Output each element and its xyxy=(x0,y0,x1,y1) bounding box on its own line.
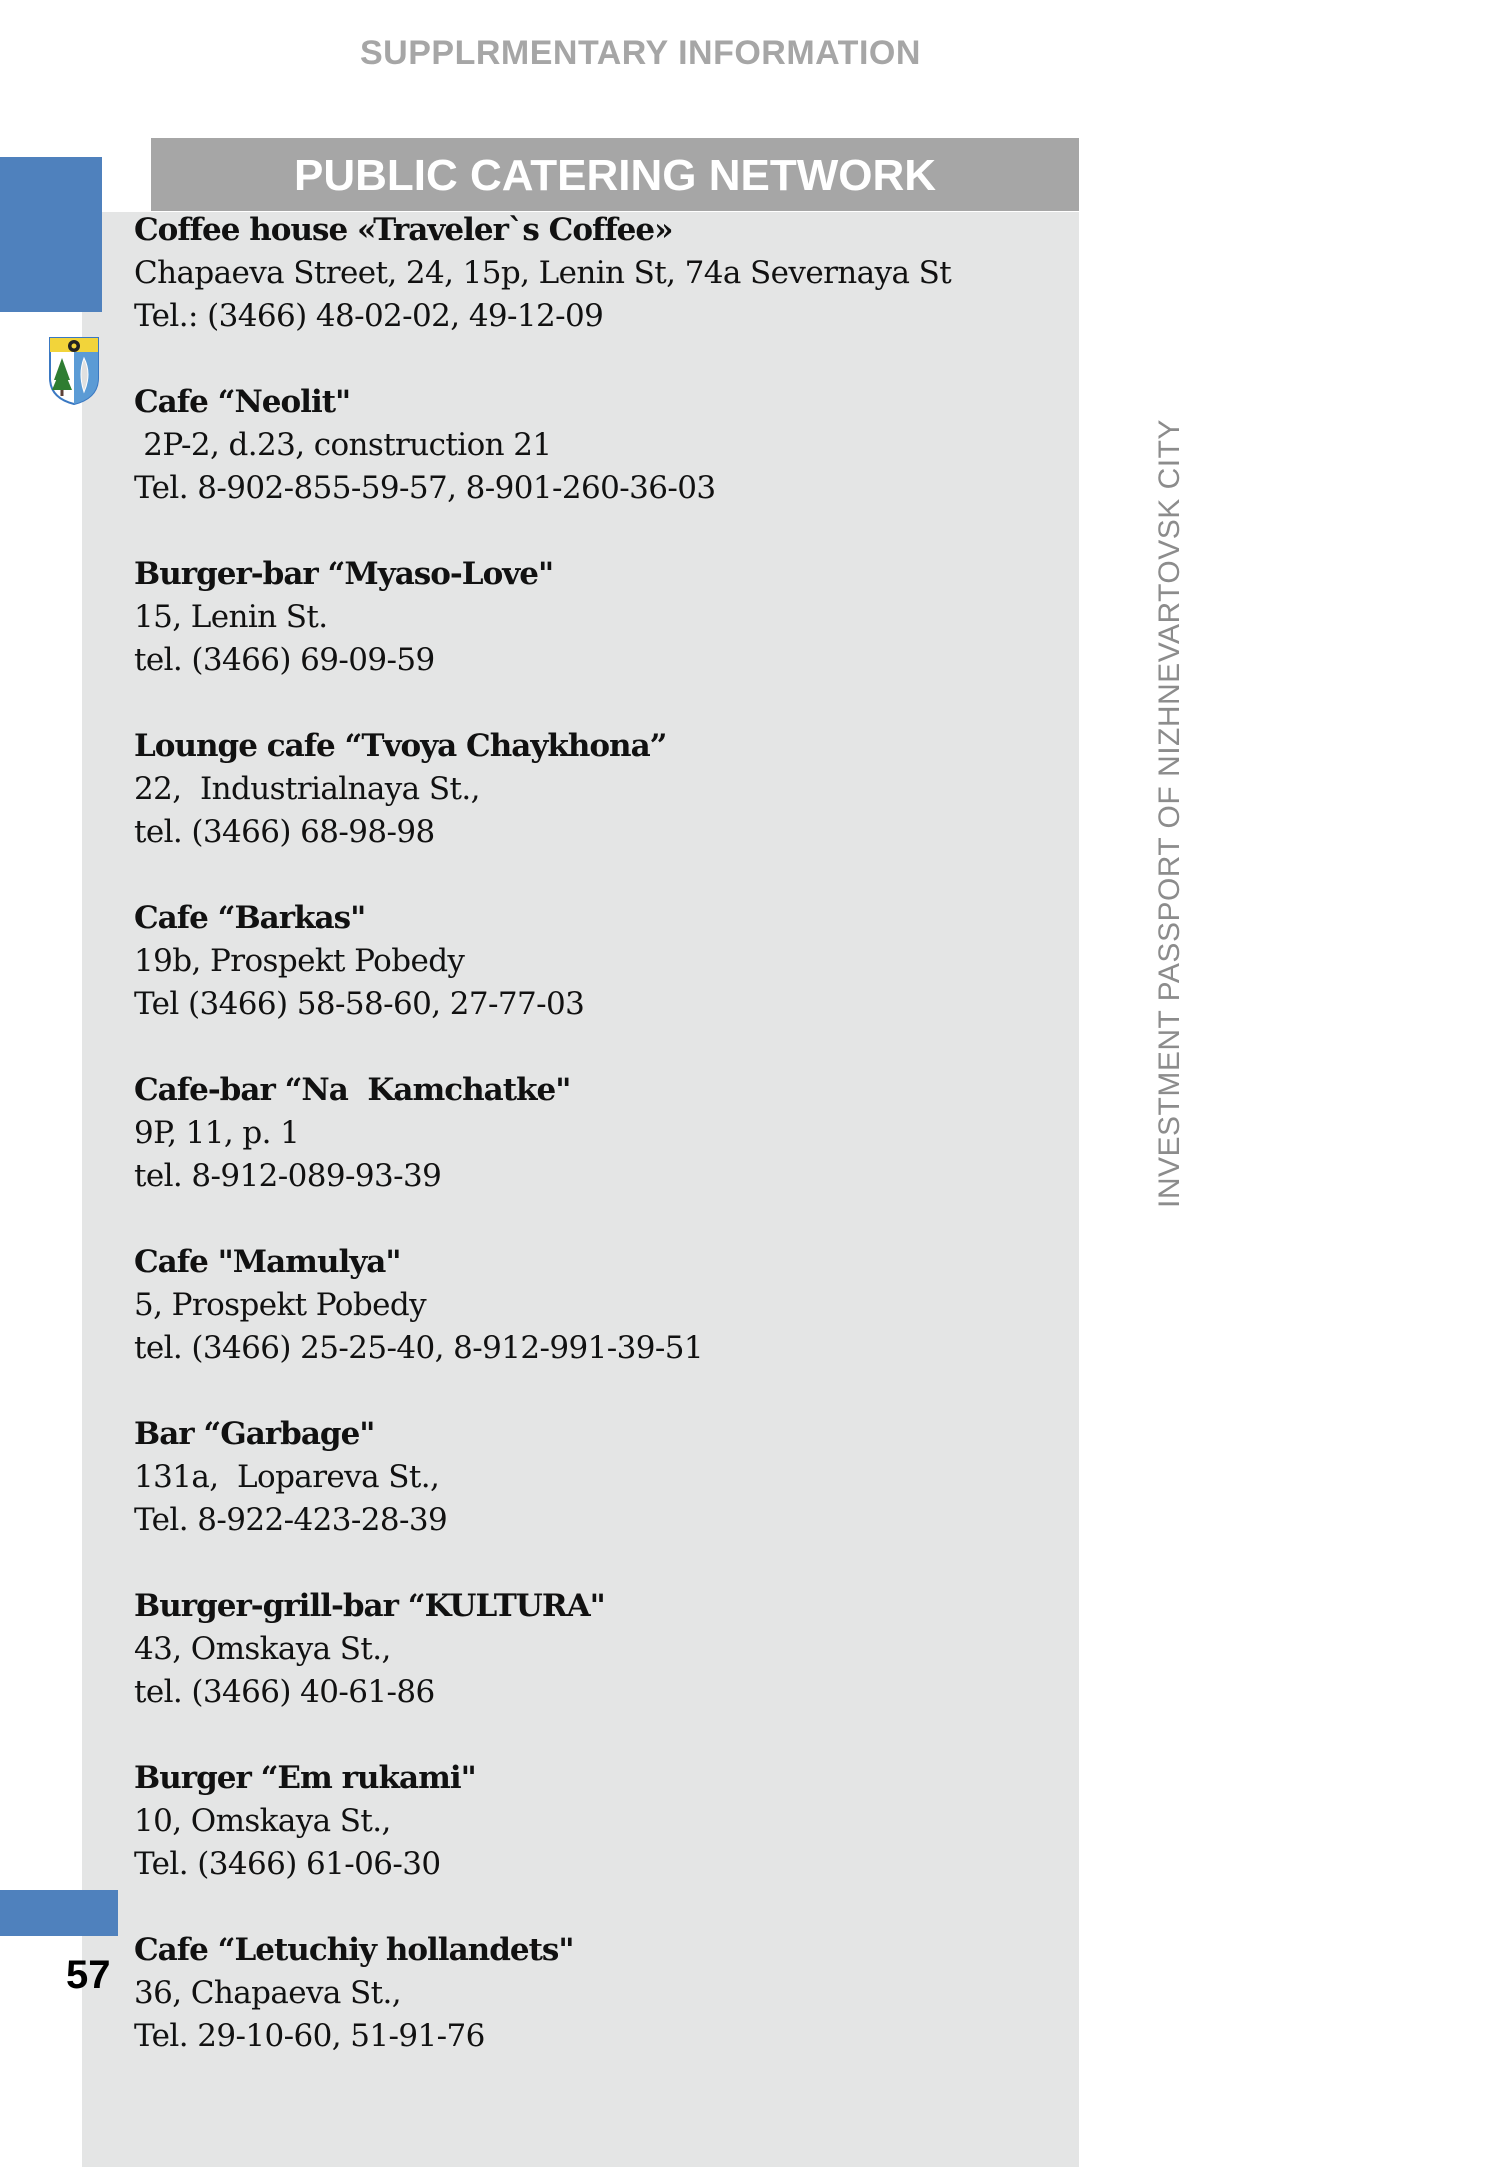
venue-name: Bar “Garbage" xyxy=(134,1416,375,1452)
venue-address: 131a, Lopareva St., xyxy=(134,1459,440,1495)
list-item xyxy=(134,1929,1064,2058)
list-item xyxy=(134,553,1064,682)
list-item xyxy=(134,1757,1064,1886)
city-coat-of-arms-icon xyxy=(48,336,100,406)
side-caption: INVESTMENT PASSPORT OF NIZHNEVARTOVSK CITY xyxy=(1153,419,1186,1208)
venue-phone: tel. (3466) 25-25-40, 8-912-991-39-51 xyxy=(134,1330,704,1366)
venue-address: 5, Prospekt Pobedy xyxy=(134,1287,426,1323)
venue-phone: Tel. (3466) 61-06-30 xyxy=(134,1846,441,1882)
title-band xyxy=(151,138,1079,211)
catering-listing xyxy=(134,209,1064,2101)
venue-phone: tel. (3466) 68-98-98 xyxy=(134,814,435,850)
venue-address: 2P-2, d.23, construction 21 xyxy=(134,427,552,463)
list-item xyxy=(134,209,1064,338)
venue-phone: Tel. 8-902-855-59-57, 8-901-260-36-03 xyxy=(134,470,716,506)
venue-name: Burger “Em rukami" xyxy=(134,1760,476,1796)
venue-name: Cafe “Barkas" xyxy=(134,900,366,936)
list-item xyxy=(134,725,1064,854)
venue-phone: Tel.: (3466) 48-02-02, 49-12-09 xyxy=(134,298,604,334)
list-item xyxy=(134,1241,1064,1370)
page-number: 57 xyxy=(66,1953,111,1997)
section-header: SUPPLRMENTARY INFORMATION xyxy=(360,34,921,72)
venue-address: 43, Omskaya St., xyxy=(134,1631,391,1667)
venue-phone: Tel. 29-10-60, 51-91-76 xyxy=(134,2018,485,2054)
venue-name: Burger-bar “Myaso-Love" xyxy=(134,556,554,592)
blue-tab-bottom xyxy=(0,1890,118,1936)
venue-phone: tel. (3466) 40-61-86 xyxy=(134,1674,435,1710)
list-item xyxy=(134,1585,1064,1714)
venue-name: Burger-grill-bar “KULTURA" xyxy=(134,1588,605,1624)
venue-address: 10, Omskaya St., xyxy=(134,1803,391,1839)
venue-phone: Tel (3466) 58-58-60, 27-77-03 xyxy=(134,986,585,1022)
venue-name: Cafe-bar “Na Kamchatke" xyxy=(134,1072,571,1108)
venue-name: Cafe “Neolit" xyxy=(134,384,351,420)
venue-name: Cafe “Letuchiy hollandets" xyxy=(134,1932,574,1968)
list-item xyxy=(134,897,1064,1026)
venue-name: Coffee house «Traveler`s Coffee» xyxy=(134,212,673,248)
venue-address: 9P, 11, p. 1 xyxy=(134,1115,300,1151)
venue-address: 15, Lenin St. xyxy=(134,599,328,635)
venue-address: 19b, Prospekt Pobedy xyxy=(134,943,465,979)
venue-address: 36, Chapaeva St., xyxy=(134,1975,402,2011)
venue-name: Cafe "Mamulya" xyxy=(134,1244,401,1280)
venue-phone: Tel. 8-922-423-28-39 xyxy=(134,1502,448,1538)
venue-address: 22, Industrialnaya St., xyxy=(134,771,480,807)
blue-tab-top xyxy=(0,157,102,312)
venue-phone: tel. (3466) 69-09-59 xyxy=(134,642,435,678)
venue-name: Lounge cafe “Tvoya Chaykhona” xyxy=(134,728,667,764)
list-item xyxy=(134,1413,1064,1542)
list-item xyxy=(134,1069,1064,1198)
venue-address: Chapaeva Street, 24, 15p, Lenin St, 74a Severnaya St xyxy=(134,255,952,291)
list-item xyxy=(134,381,1064,510)
venue-phone: tel. 8-912-089-93-39 xyxy=(134,1158,442,1194)
page-title: PUBLIC CATERING NETWORK xyxy=(293,151,937,200)
